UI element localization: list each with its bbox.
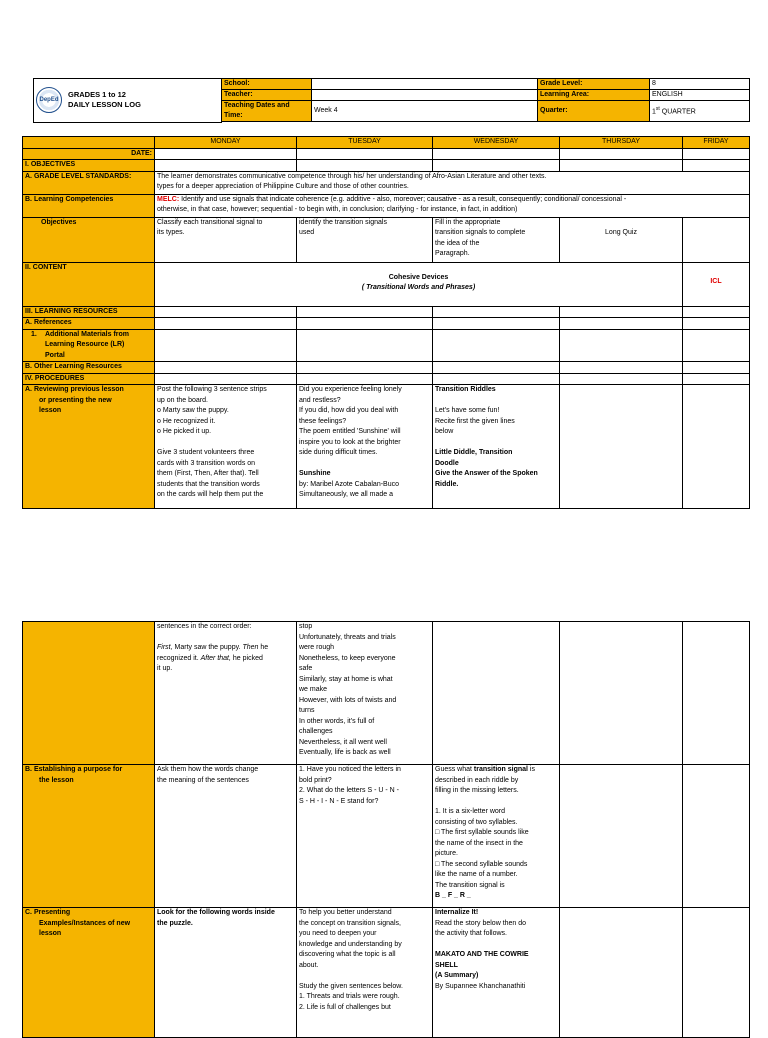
empty-cell: [683, 373, 750, 385]
reviewing-thursday-continued: [560, 622, 683, 765]
reviewing-lesson-label: [23, 385, 155, 509]
text-line: Nevertheless, it all went well: [299, 738, 387, 746]
lesson-log-table-page2: [22, 621, 750, 1038]
text-line: like the name of a number.: [435, 871, 518, 878]
empty-cell: [683, 160, 750, 172]
empty-cell: [297, 362, 433, 374]
presenting-monday: [155, 908, 297, 1038]
text-line: [299, 459, 430, 470]
text-line: Similarly, stay at home is what: [299, 675, 393, 683]
learning-competencies-label: B. Learning Competencies: [23, 194, 155, 217]
text-line: 1. It is a six-letter word: [435, 808, 506, 815]
riddle-blank: B _ F _ R _: [435, 892, 471, 899]
text-line: The transition signal is: [435, 881, 505, 889]
empty-cell: [155, 318, 297, 330]
text-line: Give 3 student volunteers three: [157, 449, 255, 456]
empty-cell: [155, 373, 297, 385]
learning-competencies-text: [155, 194, 750, 217]
text-line: [157, 438, 294, 449]
text-line: the concept on transition signals,: [299, 919, 401, 927]
text-line: Unfortunately, threats and trials: [299, 633, 396, 641]
text-line: the lesson: [39, 776, 74, 784]
reviewing-monday: [155, 385, 297, 509]
date-wednesday: [433, 148, 560, 160]
empty-cell: [683, 362, 750, 374]
text-line: the meaning of the sentences: [157, 776, 249, 784]
empty-cell: [297, 160, 433, 172]
text-line: identify the transition signals: [299, 218, 387, 226]
text-line: 2. Life is full of challenges but: [299, 1003, 391, 1011]
standards-line-2: types for a deeper appreciation of Philippine Culture and those of other countries.: [157, 183, 409, 190]
empty-cell: [560, 160, 683, 172]
grade-level-label: Grade Level:: [538, 79, 650, 90]
text-line: Classify each transitional signal to: [157, 218, 263, 226]
empty-cell: [155, 160, 297, 172]
text-line: Additional Materials from: [45, 330, 130, 338]
quarter-value: [650, 101, 750, 122]
procedures-heading: IV. PROCEDURES: [23, 373, 155, 385]
story-title: SHELL: [435, 961, 458, 969]
text-segment: transition signal: [473, 766, 528, 773]
empty-cell: [560, 306, 683, 318]
text-line: students that the transition words: [157, 480, 260, 488]
learning-area-value: ENGLISH: [650, 90, 750, 101]
objective-tuesday: [297, 217, 433, 262]
story-subtitle: (A Summary): [435, 972, 479, 979]
day-header-wednesday: WEDNESDAY: [433, 137, 560, 149]
text-line: side during difficult times.: [299, 449, 378, 456]
text-line: you need to deepen your: [299, 930, 377, 937]
empty-cell: [297, 329, 433, 362]
text-line: turns: [299, 707, 315, 714]
empty-cell: [560, 329, 683, 362]
header-logo-cell: [34, 79, 222, 123]
corner-cell: [23, 137, 155, 149]
text-line: it up.: [157, 665, 173, 672]
teacher-value: [312, 90, 538, 101]
text-line: on the cards will help them put the: [157, 491, 264, 498]
text-line: o Marty saw the puppy.: [157, 407, 229, 414]
quarter-suffix: st: [655, 106, 660, 113]
empty-cell: [433, 362, 560, 374]
establishing-tuesday: [297, 765, 433, 908]
references-label: A. References: [23, 318, 155, 330]
text-line: the name of the insect in the: [435, 839, 523, 847]
text-line: and restless?: [299, 396, 341, 404]
text-line: below: [435, 428, 454, 435]
empty-cell: [433, 160, 560, 172]
learning-resources-heading: III. LEARNING RESOURCES: [23, 306, 155, 318]
story-author: By Supannee Khanchanathiti: [435, 982, 526, 990]
text-line: them (First, Then, After that). Tell: [157, 470, 259, 477]
text-line: about.: [299, 961, 319, 969]
text-line: □ The first syllable sounds like: [435, 829, 529, 836]
date-friday: [683, 148, 750, 160]
grade-level-value: 8: [650, 79, 750, 90]
content-heading: II. CONTENT: [23, 262, 155, 306]
presenting-friday: [683, 908, 750, 1038]
establishing-wednesday: [433, 765, 560, 908]
empty-cell: [297, 318, 433, 330]
text-line: sentences in the correct order:: [157, 623, 252, 630]
quarter-number: 1: [652, 108, 656, 116]
text-line: S - H - I - N - E stand for?: [299, 797, 379, 805]
empty-cell: [433, 329, 560, 362]
text-line: 1. Have you noticed the letters in: [299, 766, 401, 773]
text-line: Examples/Instances of new: [39, 919, 131, 927]
internalize-title: Internalize It!: [435, 909, 479, 916]
text-line: knowledge and understanding by: [299, 940, 402, 948]
objective-friday: [683, 217, 750, 262]
text-line: The poem entitled 'Sunshine' will: [299, 428, 401, 435]
text-line: bold print?: [299, 776, 332, 784]
reviewing-wednesday-continued: [433, 622, 560, 765]
text-line: Did you experience feeling lonely: [299, 386, 402, 393]
content-title: Cohesive Devices: [388, 273, 449, 281]
poem-title: Sunshine: [299, 470, 331, 477]
text-line: inspire you to look at the brighter: [299, 438, 401, 446]
objectives-label: Objectives: [23, 217, 155, 262]
reviewing-tuesday-continued: [297, 622, 433, 765]
text-line: □ The second syllable sounds: [435, 860, 528, 868]
date-label: DATE:: [23, 148, 155, 160]
text-line: o He picked it up.: [157, 428, 212, 435]
text-line: or presenting the new: [39, 396, 112, 404]
teacher-label: Teacher:: [222, 90, 312, 101]
text-line: However, with lots of twists and: [299, 696, 397, 704]
text-line: transition signals to complete: [435, 229, 526, 236]
content-friday: ICL: [683, 262, 750, 306]
text-line: described in each riddle by: [435, 776, 519, 784]
deped-seal-icon: DepEd: [36, 87, 62, 113]
text-line: 1. Threats and trials were rough.: [299, 993, 400, 1000]
empty-cell: [560, 318, 683, 330]
text-line: Learning Resource (LR): [45, 341, 125, 348]
establishing-purpose-label: [23, 765, 155, 908]
text-line: safe: [299, 665, 313, 672]
text-line: were rough: [299, 644, 335, 651]
quarter-word: QUARTER: [661, 108, 696, 116]
text-line: B. Establishing a purpose for: [25, 766, 123, 773]
text-line: Give the Answer of the Spoken: [435, 470, 538, 477]
text-line: 2. What do the letters S - U - N -: [299, 787, 399, 794]
text-line: Study the given sentences below.: [299, 982, 403, 990]
text-line: In other words, it's full of: [299, 717, 375, 725]
text-line: discovering what the topic is all: [299, 951, 396, 958]
establishing-friday: [683, 765, 750, 908]
standards-line-1: The learner demonstrates communicative competence through his/ her understanding of Afro-Asian Literature and other texts.: [157, 172, 547, 180]
melc-tag: MELC:: [157, 195, 180, 203]
text-line: the idea of the: [435, 239, 480, 247]
transition-word: After that,: [200, 654, 231, 662]
additional-number: 1.: [31, 330, 37, 338]
other-resources-label: B. Other Learning Resources: [23, 362, 155, 374]
establishing-monday: [155, 765, 297, 908]
text-segment: is: [527, 766, 535, 773]
poem-author: by: Maribel Azote Cabalan-Buco: [299, 480, 399, 488]
text-line: stop: [299, 623, 313, 630]
text-line: Little Diddle, Transition: [435, 449, 513, 456]
text-line: challenges: [299, 728, 333, 735]
text-line: Riddle.: [435, 480, 459, 488]
text-segment: he picked: [230, 654, 263, 662]
empty-cell: [683, 306, 750, 318]
text-segment: Marty saw the puppy.: [172, 644, 243, 651]
story-title: MAKATO AND THE COWRIE: [435, 951, 529, 958]
empty-cell: [433, 373, 560, 385]
text-line: Simultaneously, we all made a: [299, 491, 394, 498]
text-segment: recognized it.: [157, 654, 201, 662]
lesson-log-table-page1: [22, 136, 750, 509]
objective-monday: [155, 217, 297, 262]
text-line: Doodle: [435, 459, 459, 467]
objective-wednesday: [433, 217, 560, 262]
title-line-1: GRADES 1 to 12: [68, 90, 126, 100]
empty-cell: [155, 329, 297, 362]
date-thursday: [560, 148, 683, 160]
dates-value: Week 4: [312, 101, 538, 122]
text-line: [435, 797, 557, 808]
empty-cell: [155, 362, 297, 374]
text-segment: Guess what: [435, 766, 474, 773]
empty-cell: [297, 306, 433, 318]
content-text: [155, 262, 683, 306]
grade-level-standards-text: [155, 171, 750, 194]
dates-label: Teaching Dates and Time:: [222, 101, 312, 122]
reviewing-friday-continued: [683, 622, 750, 765]
text-line: Post the following 3 sentence strips: [157, 386, 267, 393]
text-line: lesson: [39, 407, 62, 414]
empty-cell: [560, 362, 683, 374]
reviewing-monday-continued: [155, 622, 297, 765]
presenting-wednesday: [433, 908, 560, 1038]
day-header-thursday: THURSDAY: [560, 137, 683, 149]
day-header-monday: MONDAY: [155, 137, 297, 149]
empty-cell: [433, 318, 560, 330]
text-line: C. Presenting: [25, 909, 71, 916]
objectives-heading: I. OBJECTIVES: [23, 160, 155, 172]
transition-word: Then: [242, 644, 259, 651]
content-subtitle: ( Transitional Words and Phrases): [361, 284, 476, 291]
text-line: Ask them how the words change: [157, 766, 259, 773]
school-label: School:: [222, 79, 312, 90]
day-header-friday: FRIDAY: [683, 137, 750, 149]
text-line: filling in the missing letters.: [435, 787, 519, 794]
text-line: picture.: [435, 850, 458, 857]
empty-cell: [155, 306, 297, 318]
header-table: [33, 78, 750, 123]
text-line: Let's have some fun!: [435, 407, 500, 414]
text-line: consisting of two syllables.: [435, 818, 518, 826]
empty-cell: [683, 318, 750, 330]
empty-cell: [433, 306, 560, 318]
reviewing-thursday: [560, 385, 683, 509]
text-line: Eventually, life is back as well: [299, 749, 391, 756]
text-line: the activity that follows.: [435, 930, 507, 937]
text-segment: he: [258, 644, 269, 651]
reviewing-tuesday: [297, 385, 433, 509]
text-line: To help you better understand: [299, 909, 392, 916]
reviewing-label-continued: [23, 622, 155, 765]
establishing-thursday: [560, 765, 683, 908]
text-line: Fill in the appropriate: [435, 218, 501, 226]
objective-thursday: Long Quiz: [560, 217, 683, 262]
text-line: the puzzle.: [157, 919, 193, 927]
date-monday: [155, 148, 297, 160]
school-value: [312, 79, 538, 90]
text-line: If you did, how did you deal with: [299, 407, 399, 414]
riddle-title: Transition Riddles: [435, 386, 496, 393]
text-line: we make: [299, 686, 328, 693]
transition-word: First,: [157, 644, 173, 651]
day-header-tuesday: TUESDAY: [297, 137, 433, 149]
text-line: its types.: [157, 229, 185, 236]
text-line: Portal: [45, 351, 65, 359]
melc-line-1: Identify and use signals that indicate coherence (e.g. additive - also, moreover; causative - as a result, consequently; conditional/ concessional -: [179, 195, 627, 203]
learning-area-label: Learning Area:: [538, 90, 650, 101]
text-line: Nonetheless, to keep everyone: [299, 654, 396, 662]
date-tuesday: [297, 148, 433, 160]
text-line: A. Reviewing previous lesson: [25, 386, 124, 393]
presenting-examples-label: [23, 908, 155, 1038]
text-line: [299, 971, 430, 982]
reviewing-friday: [683, 385, 750, 509]
text-line: up on the board.: [157, 396, 208, 404]
text-line: lesson: [39, 930, 62, 937]
presenting-tuesday: [297, 908, 433, 1038]
empty-cell: [683, 329, 750, 362]
quarter-label: Quarter:: [538, 101, 650, 122]
text-line: used: [299, 229, 315, 236]
empty-cell: [297, 373, 433, 385]
presenting-thursday: [560, 908, 683, 1038]
text-line: o He recognized it.: [157, 417, 216, 425]
additional-materials-label: [23, 329, 155, 362]
reviewing-wednesday: [433, 385, 560, 509]
grade-level-standards-label: A. GRADE LEVEL STANDARDS:: [23, 171, 155, 194]
text-line: cards with 3 transition words on: [157, 459, 256, 467]
title-line-2: DAILY LESSON LOG: [68, 100, 141, 110]
text-line: Read the story below then do: [435, 919, 527, 927]
text-line: Look for the following words inside: [157, 909, 275, 916]
text-line: Recite first the given lines: [435, 417, 515, 425]
text-line: these feelings?: [299, 417, 347, 425]
empty-cell: [560, 373, 683, 385]
text-line: Paragraph.: [435, 250, 470, 257]
melc-line-2: otherwise, in that case, however; sequential - to begin with, in conclusion; clarifying - for instance, in fact, in addition): [157, 206, 518, 213]
